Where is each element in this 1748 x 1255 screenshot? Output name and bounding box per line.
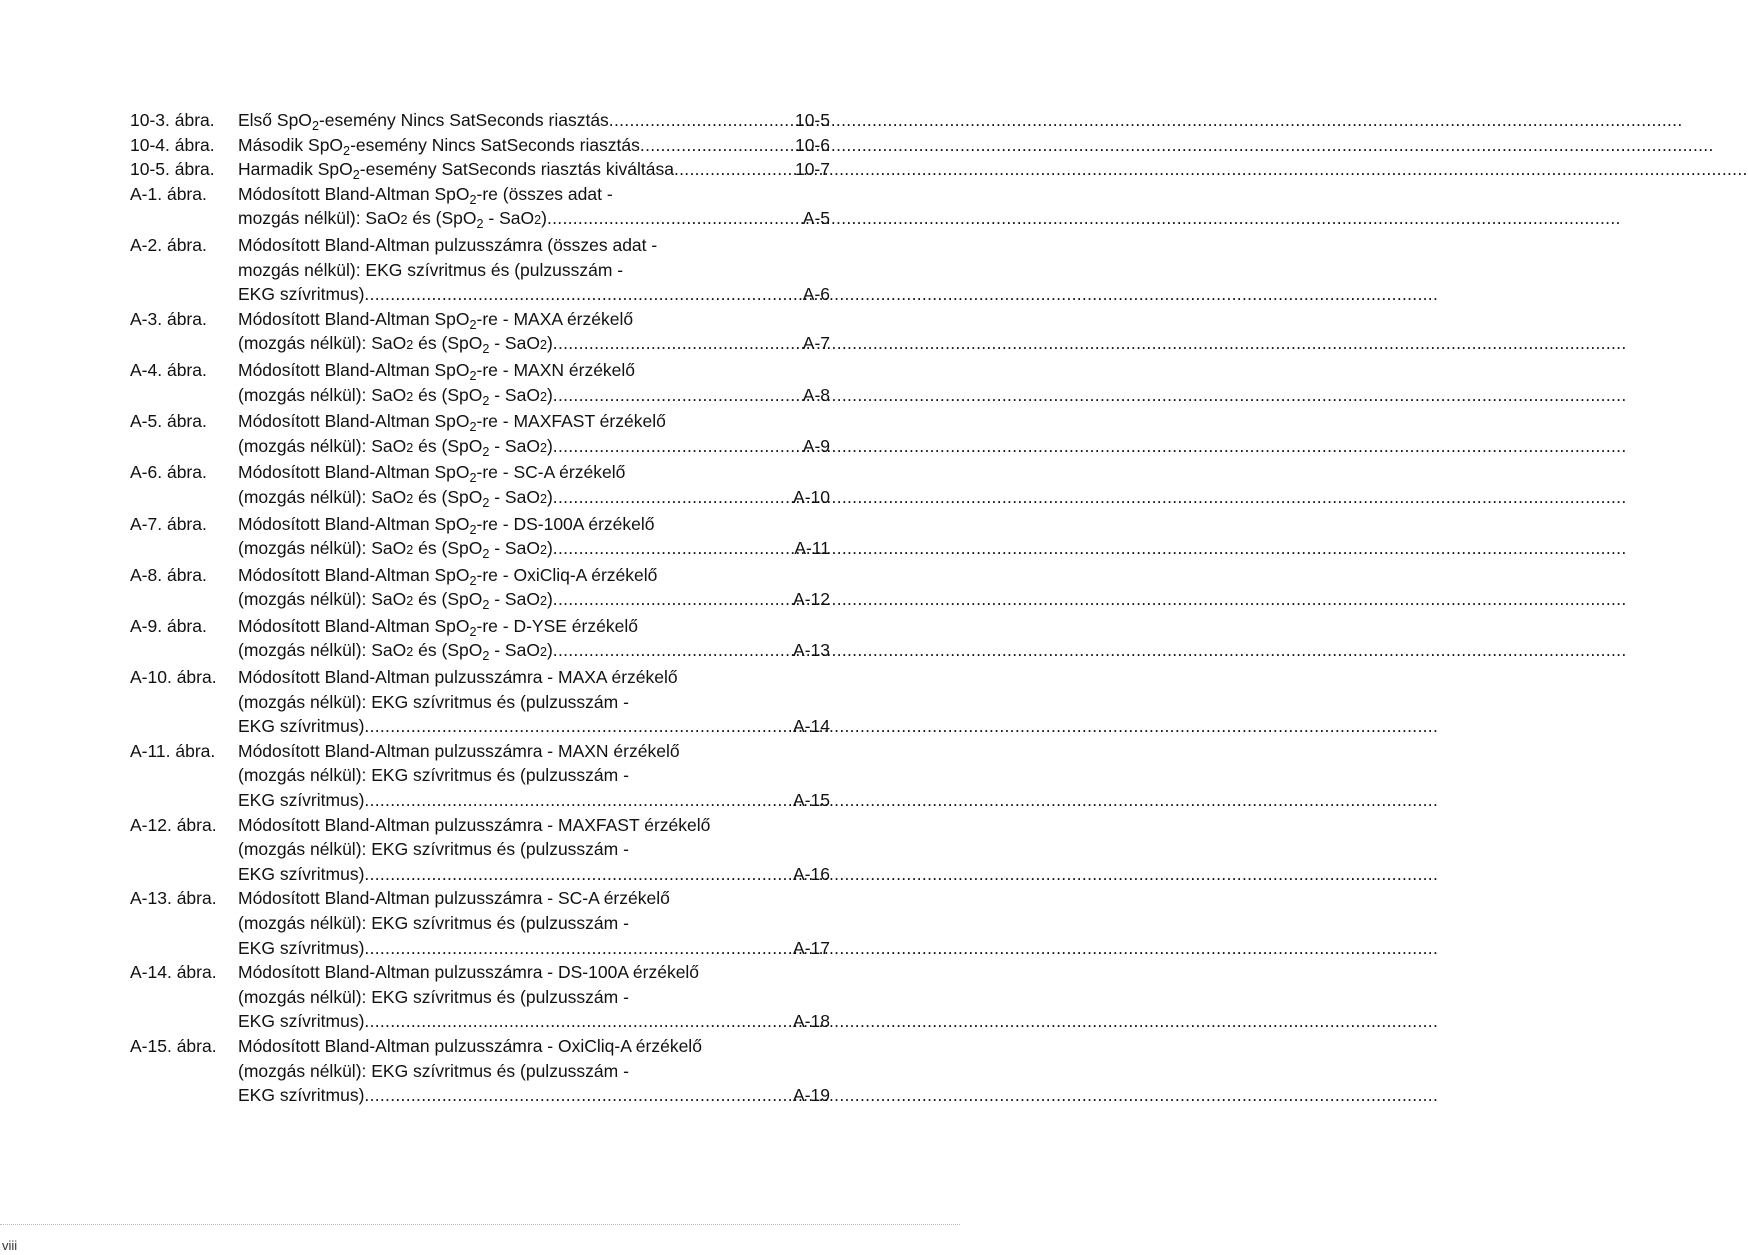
caption-text: Módosított Bland-Altman pulzusszámra (összes adat - xyxy=(238,234,658,255)
caption-text: (mozgás nélkül): EKG szívritmus és (pulzusszám - xyxy=(238,765,629,786)
caption-text: (mozgás nélkül): SaO2 és (SpO$_2$ - SaO2) xyxy=(238,589,553,613)
dot-leader xyxy=(640,133,793,158)
caption-line xyxy=(238,638,830,665)
figure-caption xyxy=(238,960,830,1034)
page-ref: 10-5 xyxy=(794,110,830,130)
caption-text: Módosított Bland-Altman SpO$_2$-re - DS-100A érzékelő xyxy=(238,513,655,537)
caption-text: Második SpO$_2$-esemény Nincs SatSeconds riasztás xyxy=(238,134,640,158)
dot-leader xyxy=(674,157,793,182)
page-ref: A-16 xyxy=(793,863,830,884)
figure-label: A-1. ábra. xyxy=(130,183,207,204)
caption-line xyxy=(238,108,830,133)
caption-line xyxy=(238,331,830,358)
figure-caption xyxy=(238,813,830,887)
caption-text: EKG szívritmus) xyxy=(238,863,365,884)
toc-entry[interactable] xyxy=(130,358,830,409)
page-ref: A-14 xyxy=(793,716,830,737)
dot-leader xyxy=(553,434,801,459)
caption-line xyxy=(238,690,830,715)
caption-text: (mozgás nélkül): EKG szívritmus és (pulzusszám - xyxy=(238,691,629,712)
dot-leader xyxy=(553,331,801,356)
caption-line xyxy=(238,1059,830,1084)
toc-entry[interactable] xyxy=(130,157,830,182)
caption-line xyxy=(238,813,830,838)
caption-text: Módosított Bland-Altman pulzusszámra - MAXA érzékelő xyxy=(238,667,678,688)
caption-line xyxy=(238,383,830,410)
footer-divider xyxy=(0,1224,960,1225)
caption-line xyxy=(238,837,830,862)
page-ref: A-8 xyxy=(802,384,830,405)
dot-leader xyxy=(609,108,793,133)
caption-line xyxy=(238,763,830,788)
dot-leader xyxy=(364,862,791,887)
figure-caption xyxy=(238,307,830,358)
caption-line xyxy=(238,233,830,258)
figure-label: A-10. ábra. xyxy=(130,667,217,688)
caption-text: (mozgás nélkül): EKG szívritmus és (pulzusszám - xyxy=(238,913,629,933)
figure-caption xyxy=(238,233,830,307)
caption-text: Módosított Bland-Altman SpO$_2$-re - MAXA érzékelő xyxy=(238,308,634,332)
caption-line xyxy=(238,512,830,537)
figure-label: A-7. ábra. xyxy=(130,513,207,534)
dot-leader xyxy=(364,282,800,307)
caption-text: Módosított Bland-Altman SpO$_2$-re (összes adat - xyxy=(238,183,613,207)
toc-entry[interactable] xyxy=(130,886,830,960)
caption-text: (mozgás nélkül): SaO2 és (SpO$_2$ - SaO2) xyxy=(238,640,553,664)
dot-leader xyxy=(553,638,791,663)
caption-line xyxy=(238,157,830,182)
figure-caption xyxy=(238,614,830,665)
list-of-figures xyxy=(130,108,830,1108)
dot-leader xyxy=(364,1009,791,1034)
caption-line xyxy=(238,665,830,690)
page-ref: A-18 xyxy=(793,1011,830,1032)
figure-caption xyxy=(238,409,830,460)
caption-line xyxy=(238,258,830,283)
dot-leader xyxy=(553,383,801,408)
figure-caption xyxy=(238,108,830,133)
toc-entry[interactable] xyxy=(130,739,830,813)
caption-line xyxy=(238,307,830,332)
caption-text: (mozgás nélkül): SaO2 és (SpO$_2$ - SaO2) xyxy=(238,435,553,459)
caption-text: EKG szívritmus) xyxy=(238,284,365,305)
page-ref: A-11 xyxy=(794,538,830,559)
caption-line xyxy=(238,886,830,911)
toc-entry[interactable] xyxy=(130,233,830,307)
caption-line xyxy=(238,985,830,1010)
page-ref: A-13 xyxy=(793,640,830,661)
figure-label: 10-4. ábra. xyxy=(130,134,215,155)
caption-text: Módosított Bland-Altman SpO$_2$-re - MAXN érzékelő xyxy=(238,359,636,383)
toc-entry[interactable] xyxy=(130,563,830,614)
caption-line xyxy=(238,460,830,485)
figure-label: A-9. ábra. xyxy=(130,615,207,636)
caption-line xyxy=(238,587,830,614)
figure-caption xyxy=(238,182,830,233)
caption-text: (mozgás nélkül): SaO2 és (SpO$_2$ - SaO2) xyxy=(238,486,553,510)
figure-label: A-13. ábra. xyxy=(130,888,217,909)
caption-text: Módosított Bland-Altman pulzusszámra - MAXFAST érzékelő xyxy=(238,814,711,835)
figure-label: A-3. ábra. xyxy=(130,308,207,329)
caption-line xyxy=(238,1009,830,1034)
figure-label: A-5. ábra. xyxy=(130,411,207,432)
figure-caption xyxy=(238,133,830,158)
toc-entry[interactable] xyxy=(130,665,830,739)
figure-label: 10-3. ábra. xyxy=(130,110,215,130)
page-number: viii xyxy=(2,1238,18,1253)
caption-text: Módosított Bland-Altman pulzusszámra - SC-A érzékelő xyxy=(238,888,670,909)
caption-text: Módosított Bland-Altman SpO$_2$-re - D-YSE érzékelő xyxy=(238,615,638,639)
caption-line xyxy=(238,714,830,739)
figure-label: A-6. ábra. xyxy=(130,462,207,483)
page-ref: A-5 xyxy=(802,208,830,229)
figure-caption xyxy=(238,1034,830,1108)
caption-text: Módosított Bland-Altman SpO$_2$-re - OxiCliq-A érzékelő xyxy=(238,564,658,588)
caption-text: Első SpO$_2$-esemény Nincs SatSeconds riasztás xyxy=(238,110,609,133)
figure-caption xyxy=(238,563,830,614)
caption-line xyxy=(238,911,830,936)
dot-leader xyxy=(553,587,791,612)
figure-caption xyxy=(238,512,830,563)
dot-leader xyxy=(553,485,791,510)
caption-line xyxy=(238,536,830,563)
caption-line xyxy=(238,409,830,434)
caption-line xyxy=(238,133,830,158)
caption-line xyxy=(238,206,830,233)
caption-line xyxy=(238,563,830,588)
caption-text: mozgás nélkül): EKG szívritmus és (pulzusszám - xyxy=(238,259,624,280)
dot-leader xyxy=(364,788,791,813)
page-ref: A-17 xyxy=(793,937,830,958)
caption-line xyxy=(238,862,830,887)
figure-label: 10-5. ábra. xyxy=(130,159,215,180)
page-ref: 10-6 xyxy=(794,134,830,155)
caption-text: Módosított Bland-Altman pulzusszámra - OxiCliq-A érzékelő xyxy=(238,1035,702,1056)
caption-text: Módosított Bland-Altman pulzusszámra - MAXN érzékelő xyxy=(238,740,680,761)
page-ref: 10-7 xyxy=(794,159,830,180)
caption-text: EKG szívritmus) xyxy=(238,1011,365,1032)
toc-entry[interactable] xyxy=(130,108,830,133)
page-ref: A-15 xyxy=(793,790,830,811)
caption-line xyxy=(238,1083,830,1108)
toc-entry[interactable] xyxy=(130,813,830,887)
page-ref: A-12 xyxy=(793,589,830,610)
toc-entry[interactable] xyxy=(130,182,830,233)
figure-label: A-15. ábra. xyxy=(130,1035,217,1056)
caption-text: mozgás nélkül): SaO2 és (SpO$_2$ - SaO2) xyxy=(238,208,547,232)
toc-entry[interactable] xyxy=(130,460,830,511)
toc-entry[interactable] xyxy=(130,409,830,460)
dot-leader xyxy=(364,714,791,739)
toc-entry[interactable] xyxy=(130,133,830,158)
caption-line xyxy=(238,1034,830,1059)
figure-caption xyxy=(238,460,830,511)
figure-label: A-8. ábra. xyxy=(130,564,207,585)
figure-label: A-14. ábra. xyxy=(130,962,217,983)
toc-entry[interactable] xyxy=(130,614,830,665)
page-ref: A-6 xyxy=(802,284,830,305)
caption-text: (mozgás nélkül): SaO2 és (SpO$_2$ - SaO2) xyxy=(238,333,553,357)
figure-label: A-11. ábra. xyxy=(130,740,216,761)
caption-line xyxy=(238,434,830,461)
caption-text: Módosított Bland-Altman pulzusszámra - DS-100A érzékelő xyxy=(238,962,700,983)
caption-text: (mozgás nélkül): SaO2 és (SpO$_2$ - SaO2) xyxy=(238,538,553,561)
caption-text: Harmadik SpO$_2$-esemény SatSeconds riasztás kiváltása xyxy=(238,159,674,182)
caption-text: (mozgás nélkül): SaO2 és (SpO$_2$ - SaO2) xyxy=(238,384,553,408)
caption-text: Módosított Bland-Altman SpO$_2$-re - MAXFAST érzékelő xyxy=(238,411,666,434)
dot-leader xyxy=(547,206,801,231)
figure-caption xyxy=(238,358,830,409)
caption-line xyxy=(238,485,830,512)
caption-text: EKG szívritmus) xyxy=(238,716,365,737)
page-ref: A-19 xyxy=(793,1085,830,1106)
caption-line xyxy=(238,614,830,639)
figure-caption xyxy=(238,886,830,960)
figure-caption xyxy=(238,739,830,813)
toc-entry[interactable] xyxy=(130,960,830,1034)
caption-text: (mozgás nélkül): EKG szívritmus és (pulzusszám - xyxy=(238,839,629,860)
caption-text: Módosított Bland-Altman SpO$_2$-re - SC-A érzékelő xyxy=(238,462,626,486)
caption-line xyxy=(238,960,830,985)
caption-line xyxy=(238,788,830,813)
dot-leader xyxy=(364,1083,791,1108)
toc-entry[interactable] xyxy=(130,1034,830,1108)
dot-leader xyxy=(553,536,793,561)
page-ref: A-10 xyxy=(793,486,830,507)
caption-line xyxy=(238,739,830,764)
caption-line xyxy=(238,936,830,961)
caption-text: EKG szívritmus) xyxy=(238,790,365,811)
caption-text: (mozgás nélkül): EKG szívritmus és (pulzusszám - xyxy=(238,1060,629,1081)
figure-caption xyxy=(238,157,830,182)
caption-line xyxy=(238,282,830,307)
toc-entry[interactable] xyxy=(130,512,830,563)
toc-entry[interactable] xyxy=(130,307,830,358)
caption-text: (mozgás nélkül): EKG szívritmus és (pulzusszám - xyxy=(238,986,629,1007)
figure-label: A-4. ábra. xyxy=(130,359,207,380)
caption-line xyxy=(238,182,830,207)
dot-leader xyxy=(364,936,791,961)
figure-caption xyxy=(238,665,830,739)
page-ref: A-9 xyxy=(802,435,830,456)
caption-text: EKG szívritmus) xyxy=(238,1085,365,1106)
figure-label: A-12. ábra. xyxy=(130,814,217,835)
caption-text: EKG szívritmus) xyxy=(238,937,365,958)
page-ref: A-7 xyxy=(802,333,830,354)
caption-line xyxy=(238,358,830,383)
figure-label: A-2. ábra. xyxy=(130,234,207,255)
